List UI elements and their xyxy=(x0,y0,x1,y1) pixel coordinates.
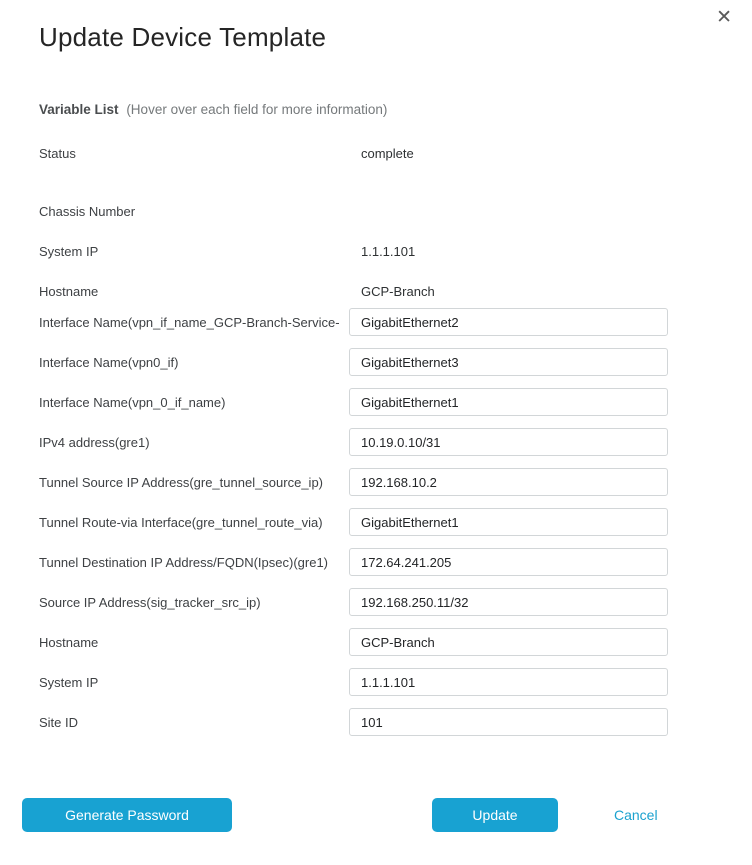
field-label: Hostname xyxy=(39,283,99,299)
modal-footer xyxy=(0,798,752,832)
field-label: Tunnel Destination IP Address/FQDN(Ipsec)(gre1) xyxy=(39,554,329,570)
field-label: Interface Name(vpn0_if) xyxy=(39,354,179,370)
row-chassis-number xyxy=(39,197,752,225)
field-label: System IP xyxy=(39,243,99,259)
field-label: IPv4 address(gre1) xyxy=(39,434,150,450)
update-button[interactable]: Update xyxy=(432,798,558,832)
field-label: Tunnel Source IP Address(gre_tunnel_source_ip) xyxy=(39,474,324,490)
interface-name-vpn-0-if-name-input[interactable] xyxy=(349,388,668,416)
field-label: Hostname xyxy=(39,634,99,650)
row-ipv4-address-gre1 xyxy=(39,428,752,456)
field-label: System IP xyxy=(39,674,99,690)
generate-password-button[interactable]: Generate Password xyxy=(22,798,232,832)
system-ip-value: 1.1.1.101 xyxy=(361,243,416,259)
site-id-input[interactable] xyxy=(349,708,668,736)
row-system-ip-input xyxy=(39,668,752,696)
row-interface-name-vpn-0-if-name xyxy=(39,388,752,416)
row-hostname-input xyxy=(39,628,752,656)
row-site-id xyxy=(39,708,752,736)
field-label: Status xyxy=(39,145,76,161)
row-tunnel-source-ip xyxy=(39,468,752,496)
field-label: Source IP Address(sig_tracker_src_ip) xyxy=(39,594,261,610)
field-label: Interface Name(vpn_if_name_GCP-Branch-Service- xyxy=(39,314,340,330)
interface-name-service-input[interactable] xyxy=(349,308,668,336)
field-label: Site ID xyxy=(39,714,79,730)
row-status xyxy=(39,139,752,167)
close-icon[interactable]: ✕ xyxy=(716,7,732,28)
ipv4-address-gre1-input[interactable] xyxy=(349,428,668,456)
row-source-ip-tracker xyxy=(39,588,752,616)
hostname-value: GCP-Branch xyxy=(361,283,435,299)
variable-list xyxy=(0,139,752,736)
hostname-input[interactable] xyxy=(349,628,668,656)
tunnel-source-ip-input[interactable] xyxy=(349,468,668,496)
variable-list-label: Variable List xyxy=(39,102,119,117)
row-tunnel-destination-ip xyxy=(39,548,752,576)
tunnel-destination-ip-input[interactable] xyxy=(349,548,668,576)
variable-list-hint: (Hover over each field for more information) xyxy=(126,102,388,117)
field-label: Tunnel Route-via Interface(gre_tunnel_route_via) xyxy=(39,514,323,530)
cancel-button[interactable]: Cancel xyxy=(614,807,658,823)
row-interface-name-service xyxy=(39,308,752,336)
interface-name-vpn0-if-input[interactable] xyxy=(349,348,668,376)
field-label: Interface Name(vpn_0_if_name) xyxy=(39,394,226,410)
row-system-ip-static xyxy=(39,237,752,265)
field-label: Chassis Number xyxy=(39,203,136,219)
row-tunnel-route-via xyxy=(39,508,752,536)
row-hostname-static xyxy=(39,277,752,305)
row-interface-name-vpn0-if xyxy=(39,348,752,376)
variable-list-heading xyxy=(39,102,752,117)
source-ip-tracker-input[interactable] xyxy=(349,588,668,616)
system-ip-input[interactable] xyxy=(349,668,668,696)
page-title: Update Device Template xyxy=(39,22,327,52)
status-value: complete xyxy=(361,145,414,161)
tunnel-route-via-input[interactable] xyxy=(349,508,668,536)
